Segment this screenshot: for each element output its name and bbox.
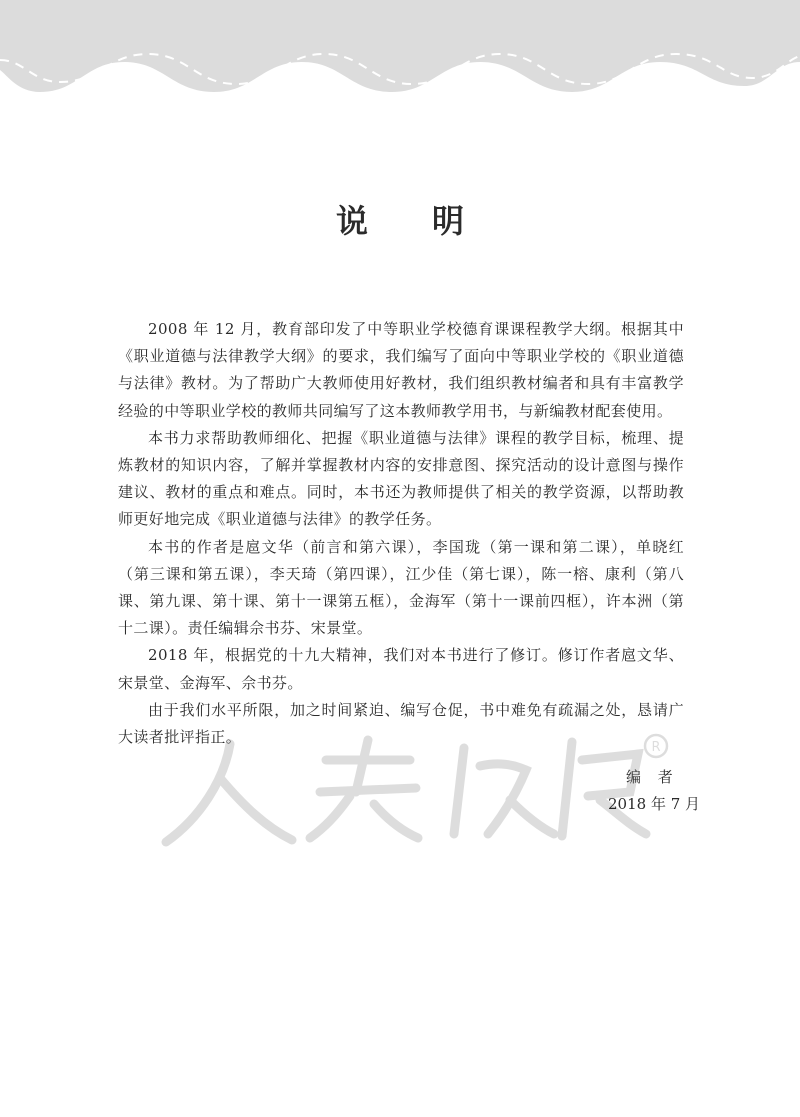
signoff-date: 2018 年 7 月	[608, 795, 701, 813]
page-title	[0, 196, 800, 242]
paragraph-1: 2008 年 12 月，教育部印发了中等职业学校德育课课程教学大纲。根据其中《职业道德与法律教学大纲》的要求，我们编写了面向中等职业学校的《职业道德与法律》教材。为了帮助广大教师使用好教材，我们组织教材编者和具有丰富教学经验的中等职业学校的教师共同编写了这本教师教学用书，与新编教材配套使用。	[118, 320, 684, 420]
paragraph-2: 本书力求帮助教师细化、把握《职业道德与法律》课程的教学目标，梳理、提炼教材的知识内容，了解并掌握教材内容的安排意图、探究活动的设计意图与操作建议、教材的重点和难点。同时，本书还为教师提供了相关的教学资源，以帮助教师更好地完成《职业道德与法律》的教学任务。	[118, 428, 684, 529]
signoff-block	[584, 764, 724, 818]
title-char-2: 明	[432, 202, 465, 240]
header-wave-band	[0, 0, 800, 110]
svg-text:R: R	[651, 740, 661, 755]
signoff-editor: 编 者	[626, 768, 679, 786]
paragraph-3: 本书的作者是扈文华（前言和第六课），李国珑（第一课和第二课），单晓红（第三课和第五课），李天琦（第四课），江少佳（第七课），陈一榕、康利（第八课、第九课、第十课、第十一课第五框），金海军（第十一课前四框），许本洲（第十二课）。责任编辑佘书芬、宋景堂。	[118, 537, 684, 638]
paragraph-5: 由于我们水平所限，加之时间紧迫、编写仓促，书中难免有疏漏之处，恳请广大读者批评指正。	[118, 700, 684, 747]
preface-body	[118, 316, 684, 751]
title-char-1: 说	[335, 202, 368, 240]
paragraph-4: 2018 年，根据党的十九大精神，我们对本书进行了修订。修订作者扈文华、宋景堂、金海军、佘书芬。	[118, 646, 684, 692]
